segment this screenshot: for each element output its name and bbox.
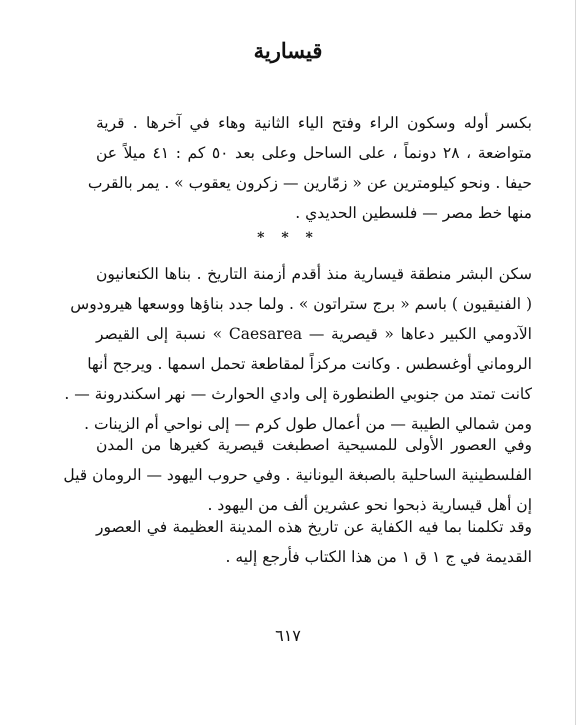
paragraph-line: ( الفنيقيون ) باسم « برج ستراتون » . ولما جدد بناؤها ووسعها هيرودوس xyxy=(70,295,532,313)
paragraph-line: إن أهل قيسارية ذبحوا نحو عشرين ألف من اليهود . xyxy=(207,496,532,514)
page-title: قيسارية xyxy=(253,38,323,63)
paragraph-line: وقد تكلمنا بما فيه الكفاية عن تاريخ هذه المدينة العظيمة في العصور xyxy=(96,518,532,536)
paragraph-line: وفي العصور الأولى للمسيحية اصطبغت قيصرية كغيرها من المدن xyxy=(96,436,532,454)
paragraph-christian-era xyxy=(63,430,532,520)
paragraph-intro xyxy=(87,108,532,228)
paragraph-reference xyxy=(96,512,532,572)
paragraph-line: سكن البشر منطقة قيسارية منذ أقدم أزمنة التاريخ . بناها الكنعانيون xyxy=(96,265,532,283)
paragraph-history xyxy=(64,259,532,439)
section-separator: * * * xyxy=(257,230,319,246)
paragraph-line: الآدومي الكبير دعاها « قيصرية — Caesarea » نسبة إلى القيصر xyxy=(96,325,532,343)
paragraph-line: منها خط مصر — فلسطين الحديدي . xyxy=(295,204,532,222)
paragraph-line: الفلسطينية الساحلية بالصبغة اليونانية . وفي حروب اليهود — الرومان قيل xyxy=(63,466,532,484)
paragraph-line: القديمة في ج ١ ق ١ من هذا الكتاب فأرجع إليه . xyxy=(225,548,532,566)
paragraph-line: ومن شمالي الطيبة — من أعمال طول كرم — إلى نواحي أم الزينات . xyxy=(84,415,532,433)
paragraph-line: حيفا . ونحو كيلومترين عن « زمّارين — زكرون يعقوب » . يمر بالقرب xyxy=(87,174,532,192)
paragraph-line: الروماني أوغسطس . وكانت مركزاً لمقاطعة تحمل اسمها . ويرجح أنها xyxy=(87,355,532,373)
paragraph-line: كانت تمتد من جنوبي الطنطورة إلى وادي الحوارث — نهر اسكندرونة — . xyxy=(64,385,532,403)
page-number: ٦١٧ xyxy=(275,626,301,645)
paragraph-line: بكسر أوله وسكون الراء وفتح الياء الثانية وهاء في آخرها . قرية xyxy=(96,114,532,132)
paragraph-line: متواضعة ، ٢٨ دونماً ، على الساحل وعلى بعد ٥٠ كم : ٤١ ميلاً عن xyxy=(96,144,532,162)
